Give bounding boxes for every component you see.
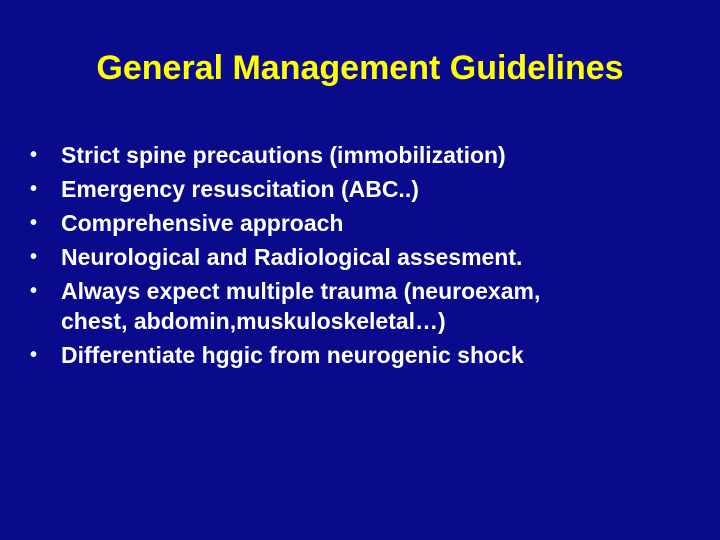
bullet-icon: • [30, 246, 38, 268]
bullet-icon: • [30, 280, 38, 302]
bullet-text: Always expect multiple trauma (neuroexam, chest, abdomin,muskuloskeletal…) [61, 278, 541, 334]
bullet-item-differentiate-shock [30, 340, 700, 370]
bullet-text: Comprehensive approach [61, 210, 344, 236]
bullet-item-multiple-trauma [30, 276, 700, 336]
bullet-text: Differentiate hggic from neurogenic shock [61, 342, 524, 368]
bullet-icon: • [30, 212, 38, 234]
bullet-text: Emergency resuscitation (ABC..) [61, 176, 419, 202]
bullet-item-comprehensive-approach [30, 208, 700, 238]
bullet-list [30, 140, 700, 374]
bullet-item-assessment [30, 242, 700, 272]
bullet-icon: • [30, 344, 38, 366]
bullet-text: Neurological and Radiological assesment. [61, 244, 523, 270]
bullet-item-spine-precautions [30, 140, 700, 170]
bullet-text: Strict spine precautions (immobilization) [61, 142, 506, 168]
bullet-item-emergency-resuscitation [30, 174, 700, 204]
bullet-icon: • [30, 144, 38, 166]
slide-title: General Management Guidelines [96, 49, 624, 87]
bullet-icon: • [30, 178, 38, 200]
